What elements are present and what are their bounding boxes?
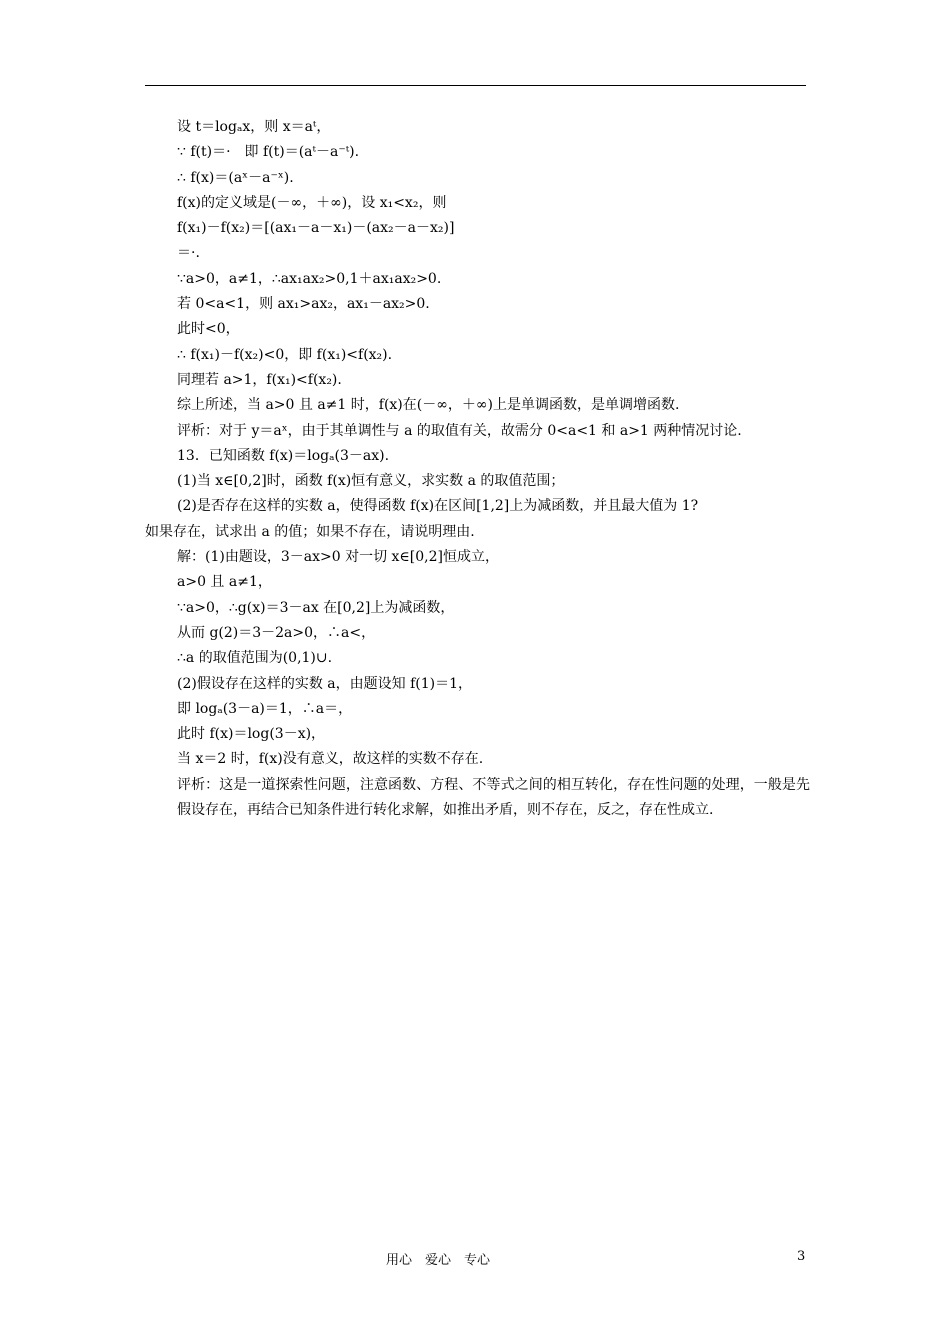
- text-line: 即 logₐ(3－a)＝1，∴a＝，: [177, 700, 353, 717]
- text-line: 如果存在，试求出 a 的值；如果不存在，请说明理由.: [145, 523, 475, 540]
- text-line: ∴ f(x₁)－f(x₂)<0，即 f(x₁)<f(x₂).: [177, 346, 393, 363]
- text-line: 此时 f(x)＝log(3－x)，: [177, 726, 326, 743]
- text-line: 设 t＝logₐx，则 x＝aᵗ，: [177, 119, 331, 135]
- text-line: ∵ f(t)＝· 即 f(t)＝(aᵗ－a⁻ᵗ).: [177, 144, 360, 161]
- text-line: 综上所述，当 a>0 且 a≠1 时，f(x)在(－∞，＋∞)上是单调函数，是单调增函数.: [177, 397, 680, 414]
- text-line: ∵a>0，a≠1，∴ax₁ax₂>0,1＋ax₁ax₂>0.: [177, 270, 442, 287]
- text-line: (1)当 x∈[0,2]时，函数 f(x)恒有意义，求实数 a 的取值范围；: [177, 473, 565, 490]
- text-line: 当 x＝2 时，f(x)没有意义，故这样的实数不存在.: [177, 751, 484, 768]
- text-paragraph: 评析：这是一道探索性问题，注意函数、方程、不等式之间的相互转化，存在性问题的处理，一般是先假设存在，再结合已知条件进行转化求解，如推出矛盾，则不存在，反之，存在性成立.: [177, 776, 810, 819]
- text-line: f(x)的定义域是(－∞，＋∞)，设 x₁<x₂，则: [177, 194, 447, 211]
- text-line: f(x₁)－f(x₂)＝[(ax₁－a－x₁)－(ax₂－a－x₂)]: [177, 220, 455, 237]
- text-line: 评析：对于 y＝aˣ，由于其单调性与 a 的取值有关，故需分 0<a<1 和 a>1 两种情况讨论.: [177, 422, 742, 439]
- text-line: 同理若 a>1，f(x₁)<f(x₂).: [177, 371, 342, 388]
- page-number: 3: [797, 1249, 806, 1264]
- document-body: [145, 115, 810, 823]
- text-line: 此时<0，: [177, 321, 240, 338]
- text-line: 从而 g(2)＝3－2a>0，∴a<，: [177, 624, 376, 641]
- text-line: (2)假设存在这样的实数 a，由题设知 f(1)＝1，: [177, 675, 472, 692]
- text-line: a>0 且 a≠1，: [177, 574, 272, 591]
- text-line: ∴a 的取值范围为(0,1)∪.: [177, 650, 333, 667]
- text-line: ∵a>0，∴g(x)＝3－ax 在[0,2]上为减函数，: [177, 599, 455, 616]
- problem-heading: 13．已知函数 f(x)＝logₐ(3－ax).: [177, 447, 390, 464]
- text-line: ∴ f(x)＝(aˣ－a⁻ˣ).: [177, 169, 294, 186]
- text-line: ＝·.: [177, 245, 200, 262]
- text-line: 若 0<a<1，则 ax₁>ax₂，ax₁－ax₂>0.: [177, 296, 430, 313]
- header-rule: [145, 85, 806, 86]
- text-line: 解：(1)由题设，3－ax>0 对一切 x∈[0,2]恒成立，: [177, 549, 499, 566]
- footer-slogan: 用心 爱心 专心: [386, 1253, 491, 1268]
- text-line: (2)是否存在这样的实数 a，使得函数 f(x)在区间[1,2]上为减函数，并且最大值为 1?: [177, 498, 699, 515]
